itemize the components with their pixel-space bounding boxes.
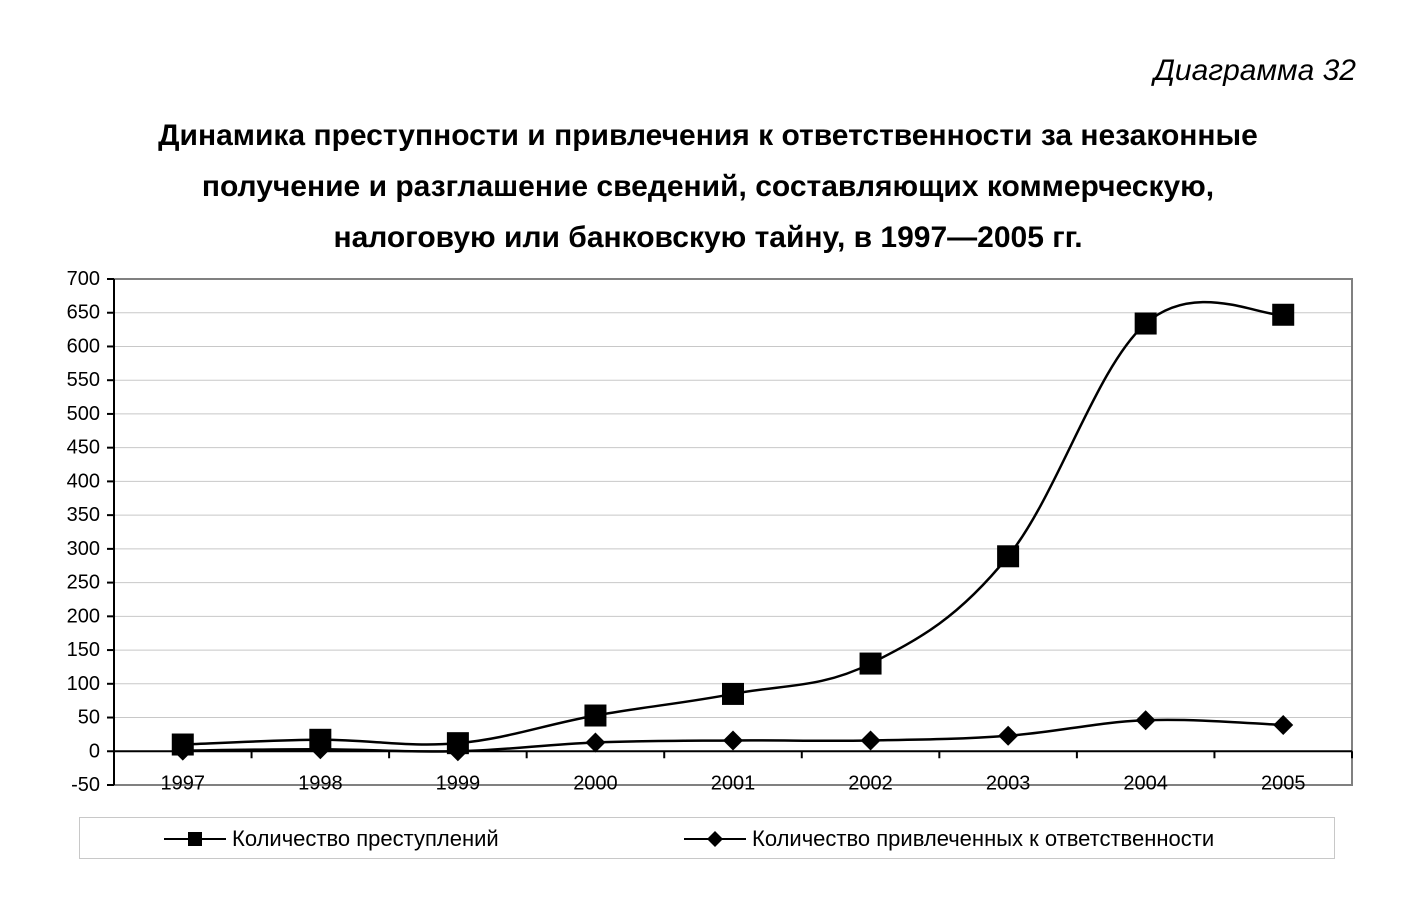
y-tick-label: 250 — [66, 571, 100, 594]
data-point-square — [997, 545, 1019, 567]
y-axis-ticks — [67, 268, 114, 796]
y-tick-label: -50 — [71, 774, 100, 796]
x-tick-label: 1997 — [160, 772, 206, 795]
y-tick-label: 0 — [88, 740, 100, 763]
series-crimes — [172, 302, 1294, 755]
data-point-diamond — [585, 732, 605, 752]
plot-area-frame — [114, 279, 1352, 785]
y-tick-label: 50 — [77, 706, 100, 729]
x-tick-label: 2005 — [1260, 772, 1306, 795]
y-tick-label: 650 — [66, 301, 100, 324]
x-tick-label: 2002 — [848, 772, 893, 795]
x-tick-label: 2001 — [710, 772, 756, 795]
data-point-diamond — [723, 730, 743, 750]
data-point-diamond — [998, 726, 1018, 746]
y-tick-label: 400 — [66, 470, 100, 493]
series-layer — [172, 302, 1294, 761]
y-tick-label: 100 — [66, 672, 100, 695]
square-marker-icon — [164, 829, 226, 849]
data-point-square — [1135, 313, 1157, 335]
grid-lines — [114, 279, 1352, 785]
y-tick-label: 350 — [66, 504, 100, 527]
x-tick-label: 2003 — [985, 772, 1031, 795]
chart-title-line-3: налоговую или банковскую тайну, в 1997—2005 гг. — [333, 221, 1083, 254]
legend-item-prosecuted — [684, 818, 1214, 860]
y-tick-label: 450 — [66, 436, 100, 459]
x-tick-label: 2004 — [1123, 772, 1168, 795]
chart-title-line-2: получение и разглашение сведений, составляющих коммерческую, — [201, 170, 1215, 203]
y-tick-label: 150 — [66, 639, 100, 662]
legend-item-crimes — [164, 818, 499, 860]
x-tick-label: 1998 — [298, 772, 343, 795]
x-tick-label: 2000 — [573, 772, 618, 795]
series-line — [183, 302, 1283, 744]
chart-title-line-1: Динамика преступности и привлечения к ответственности за незаконные — [158, 119, 1258, 152]
y-tick-label: 300 — [66, 537, 100, 560]
y-tick-label: 550 — [66, 369, 100, 392]
y-tick-label: 200 — [66, 605, 100, 628]
legend — [79, 817, 1335, 859]
x-axis-ticks — [114, 751, 1352, 794]
data-point-square — [1272, 304, 1294, 326]
legend-label-crimes: Количество преступлений — [232, 826, 499, 851]
diamond-marker-icon — [684, 829, 746, 849]
y-tick-label: 500 — [66, 402, 100, 425]
legend-label-prosecuted: Количество привлеченных к ответственности — [752, 826, 1215, 851]
data-point-square — [584, 705, 606, 727]
y-tick-label: 600 — [66, 335, 100, 358]
diagram-number: Диаграмма 32 — [1153, 54, 1356, 87]
data-point-square — [860, 653, 882, 675]
y-tick-label: 700 — [66, 268, 100, 290]
data-point-square — [722, 683, 744, 705]
data-point-diamond — [861, 730, 881, 750]
x-tick-label: 1999 — [435, 772, 481, 795]
data-point-diamond — [1136, 710, 1156, 730]
